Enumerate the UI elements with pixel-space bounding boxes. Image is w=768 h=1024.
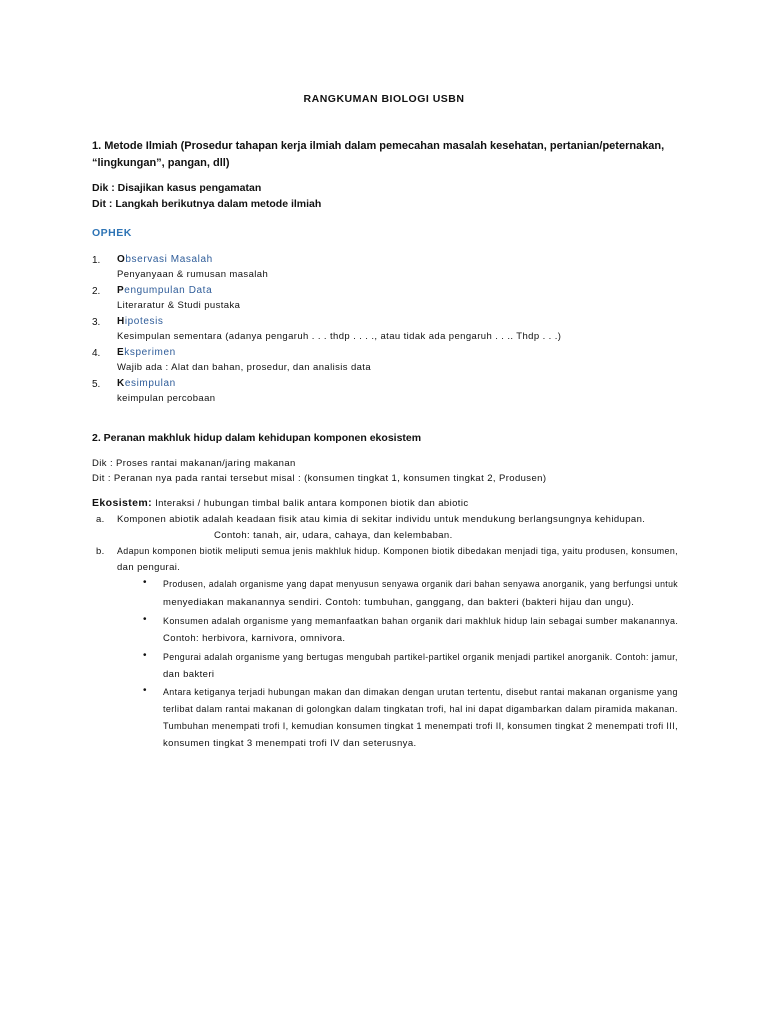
step-heading: [117, 347, 176, 358]
step-heading-rest: esimpulan: [124, 378, 176, 389]
step-initial: O: [117, 254, 126, 265]
bullet-text: Produsen, adalah organisme yang dapat menyusun senyawa organik dari bahan senyawa anorganik, yang berfungsi untuk: [163, 579, 679, 590]
list-marker-a: a.: [96, 514, 105, 525]
section2-dik: Dik : Proses rantai makanan/jaring makanan: [92, 458, 296, 469]
section2-dit: Dit : Peranan nya pada rantai tersebut misal : (konsumen tingkat 1, konsumen tingkat 2, Produsen): [92, 473, 547, 484]
document-title: RANGKUMAN BIOLOGI USBN: [303, 93, 465, 105]
bullet-icon: •: [143, 650, 147, 661]
step-initial: E: [117, 347, 125, 358]
biotic-text-line1: Adapun komponen biotik meliputi semua jenis makhluk hidup. Komponen biotik dibedakan menjadi tiga, yaitu produsen, konsumen,: [117, 546, 678, 557]
section1-dit: Dit : Langkah berikutnya dalam metode ilmiah: [92, 198, 322, 210]
bullet-icon: •: [143, 577, 147, 588]
step-heading-rest: ksperimen: [124, 347, 176, 358]
abiotic-example: Contoh: tanah, air, udara, cahaya, dan kelembaban.: [214, 530, 453, 541]
step-number: 5.: [92, 379, 101, 390]
step-heading-rest: ipotesis: [124, 316, 164, 327]
step-heading: [117, 378, 176, 389]
section2-heading: 2. Peranan makhluk hidup dalam kehidupan komponen ekosistem: [92, 432, 422, 444]
step-initial: H: [117, 316, 125, 327]
step-initial: K: [117, 378, 125, 389]
bullet-text: menyediakan makanannya sendiri. Contoh: tumbuhan, ganggang, dan bakteri (bakteri hijau dan ungu).: [163, 597, 635, 608]
ekosistem-definition: [92, 497, 469, 509]
step-initial: P: [117, 285, 125, 296]
step-number: 2.: [92, 286, 101, 297]
bullet-text: Contoh: herbivora, karnivora, omnivora.: [163, 633, 346, 644]
bullet-text: Antara ketiganya terjadi hubungan makan dan dimakan dengan urutan tertentu, disebut rantai makanan organisme yang: [163, 687, 678, 698]
bullet-text: dan bakteri: [163, 669, 215, 680]
bullet-icon: •: [143, 685, 147, 696]
step-number: 3.: [92, 317, 101, 328]
bullet-icon: •: [143, 614, 147, 625]
step-heading: [117, 285, 212, 296]
section1-heading-line2: “lingkungan”, pangan, dll): [92, 157, 230, 169]
step-description: Kesimpulan sementara (adanya pengaruh . . . thdp . . . ., atau tidak ada pengaruh . . .. Thdp . . .): [117, 331, 562, 342]
bullet-text: Tumbuhan menempati trofi I, kemudian konsumen tingkat 1 menempati trofi II, konsumen tingkat 2 menempati trofi III,: [163, 721, 678, 732]
step-description: Literaratur & Studi pustaka: [117, 300, 241, 311]
ekosistem-label: Ekosistem:: [92, 497, 153, 509]
ekosistem-text: Interaksi / hubungan timbal balik antara komponen biotik dan abiotic: [152, 498, 469, 509]
step-description: keimpulan percobaan: [117, 393, 216, 404]
step-description: Wajib ada : Alat dan bahan, prosedur, dan analisis data: [117, 362, 372, 373]
bullet-text: Pengurai adalah organisme yang bertugas mengubah partikel-partikel organik menjadi partikel anorganik. Contoh: jamur,: [163, 652, 678, 663]
step-description: Penyanyaan & rumusan masalah: [117, 269, 269, 280]
bullet-text: konsumen tingkat 3 menempati trofi IV dan seterusnya.: [163, 738, 417, 749]
bullet-text: terlibat dalam rantai makanan di golongkan dalam tingkatan trofi, hal ini dapat digambarkan dalam piramida makanan.: [163, 704, 678, 715]
step-heading: [117, 316, 164, 327]
step-number: 1.: [92, 255, 101, 266]
biotic-text-line2: dan pengurai.: [117, 562, 181, 573]
ophek-title: OPHEK: [92, 227, 132, 239]
step-heading: [117, 254, 213, 265]
abiotic-text: Komponen abiotik adalah keadaan fisik atau kimia di sekitar individu untuk mendukung berlangsungnya kehidupan.: [117, 514, 646, 525]
step-number: 4.: [92, 348, 101, 359]
bullet-text: Konsumen adalah organisme yang memanfaatkan bahan organik dari makhluk hidup lain sebagai sumber makanannya.: [163, 616, 679, 627]
step-heading-rest: bservasi Masalah: [125, 254, 213, 265]
section1-dik: Dik : Disajikan kasus pengamatan: [92, 182, 262, 194]
list-marker-b: b.: [96, 546, 105, 557]
step-heading-rest: engumpulan Data: [124, 285, 213, 296]
section1-heading-line1: 1. Metode Ilmiah (Prosedur tahapan kerja ilmiah dalam pemecahan masalah kesehatan, pertanian/peternakan,: [92, 140, 665, 152]
